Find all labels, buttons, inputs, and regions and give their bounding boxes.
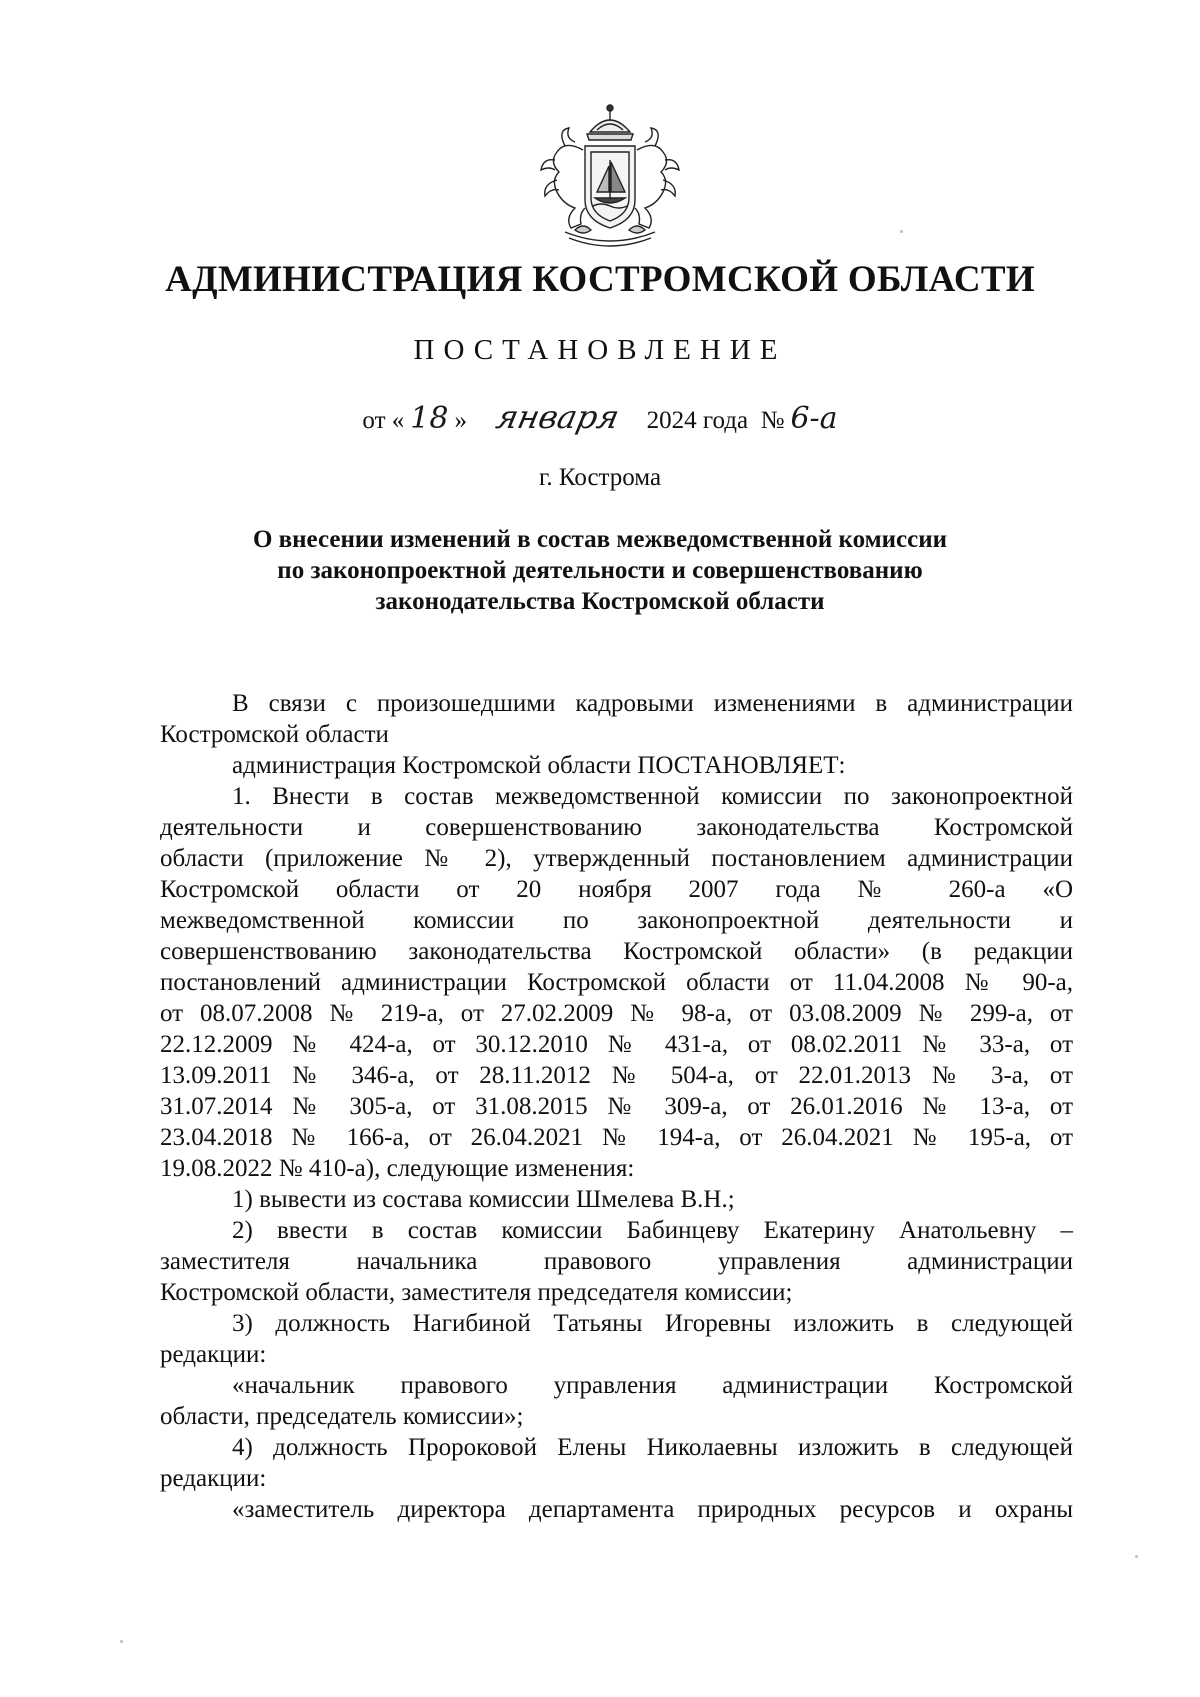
body-line: 22.12.2009 № 424-а, от 30.12.2010 № 431-а, от 08.02.2011 № 33-а, от <box>160 1031 1073 1058</box>
date-number-line <box>0 398 1200 436</box>
body-line: 1) вывести из состава комиссии Шмелева В.Н.; <box>232 1186 735 1213</box>
body-line: 19.08.2022 № 410-а), следующие изменения: <box>160 1155 635 1182</box>
organization-title: АДМИНИСТРАЦИЯ КОСТРОМСКОЙ ОБЛАСТИ <box>165 259 1035 300</box>
body-line: 2) ввести в состав комиссии Бабинцеву Екатерину Анатольевну – <box>232 1217 1073 1244</box>
body-line: заместителя начальника правового управления администрации <box>160 1248 1073 1275</box>
handwritten-day: 18 <box>410 401 449 436</box>
coat-of-arms-emblem <box>535 100 685 252</box>
body-line: 4) должность Пророковой Елены Николаевны изложить в следующей <box>232 1434 1073 1461</box>
body-line: от 08.07.2008 № 219-а, от 27.02.2009 № 98-а, от 03.08.2009 № 299-а, от <box>160 1000 1073 1027</box>
subject-line: О внесении изменений в состав межведомственной комиссии <box>252 526 948 553</box>
handwritten-number: 6-а <box>790 401 838 436</box>
body-line: межведомственной комиссии по законопроектной деятельности и <box>160 907 1073 934</box>
city-line: г. Кострома <box>538 464 662 491</box>
body-line: администрация Костромской области ПОСТАНОВЛЯЕТ: <box>232 752 846 779</box>
body-line: области, председатель комиссии»; <box>160 1403 524 1430</box>
handwritten-month: января <box>492 398 623 436</box>
body-line: редакции: <box>160 1341 267 1368</box>
scan-speck <box>900 230 903 233</box>
body-line: «заместитель директора департамента природных ресурсов и охраны <box>232 1496 1073 1523</box>
date-prefix: от « <box>362 407 405 434</box>
body-line: Костромской области <box>160 721 389 748</box>
body-line: 13.09.2011 № 346-а, от 28.11.2012 № 504-а, от 22.01.2013 № 3-а, от <box>160 1062 1073 1089</box>
body-line: В связи с произошедшими кадровыми изменениями в администрации <box>232 690 1073 717</box>
body-line: Костромской области от 20 ноября 2007 года № 260-а «О <box>160 876 1073 903</box>
scan-speck <box>1135 1555 1138 1558</box>
document-subject <box>0 524 1200 617</box>
body-line: 3) должность Нагибиной Татьяны Игоревны изложить в следующей <box>232 1310 1073 1337</box>
body-line: 23.04.2018 № 166-а, от 26.04.2021 № 194-а, от 26.04.2021 № 195-а, от <box>160 1124 1073 1151</box>
body-line: совершенствованию законодательства Костромской области» (в редакции <box>160 938 1073 965</box>
body-line: 31.07.2014 № 305-а, от 31.08.2015 № 309-а, от 26.01.2016 № 13-а, от <box>160 1093 1073 1120</box>
document-type: ПОСТАНОВЛЕНИЕ <box>413 334 787 366</box>
body-line: «начальник правового управления администрации Костромской <box>232 1372 1073 1399</box>
body-line: постановлений администрации Костромской области от 11.04.2008 № 90-а, <box>160 969 1073 996</box>
year-text: 2024 года <box>646 407 749 434</box>
scan-speck <box>120 1640 123 1643</box>
body-line: Костромской области, заместителя председателя комиссии; <box>160 1279 793 1306</box>
date-close-quote: » <box>454 407 467 434</box>
document-body <box>160 688 1073 1525</box>
body-line: области (приложение № 2), утвержденный постановлением администрации <box>160 845 1073 872</box>
subject-line: законодательства Костромской области <box>375 588 825 615</box>
body-line: деятельности и совершенствованию законодательства Костромской <box>160 814 1073 841</box>
number-sign: № <box>760 407 785 434</box>
subject-line: по законопроектной деятельности и совершенствованию <box>277 557 923 584</box>
body-line: редакции: <box>160 1465 267 1492</box>
body-line: 1. Внести в состав межведомственной комиссии по законопроектной <box>232 783 1073 810</box>
